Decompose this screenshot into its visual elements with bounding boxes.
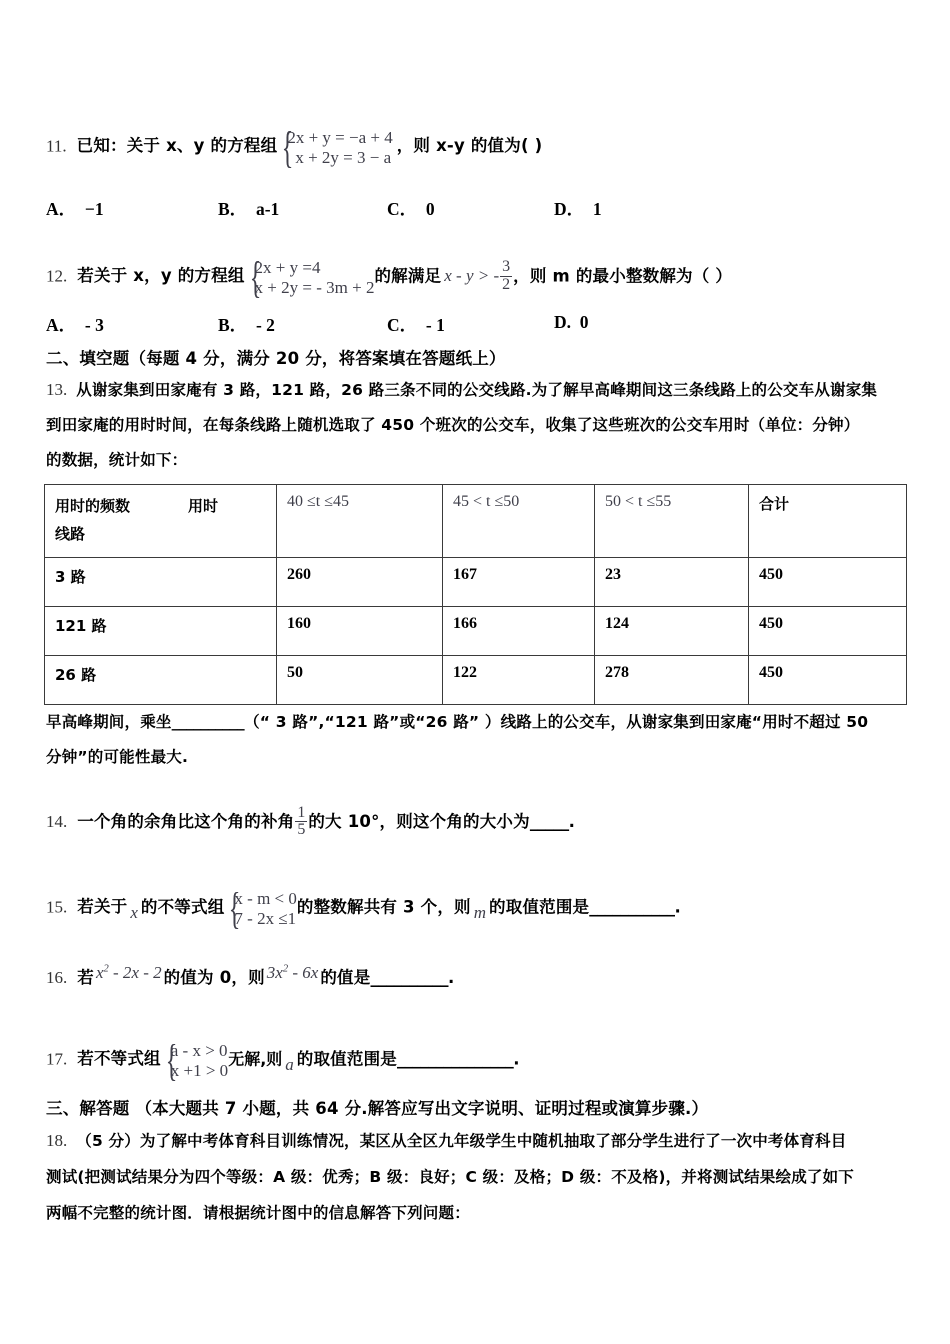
frequency-table (44, 484, 907, 705)
brace-icon: { (229, 883, 241, 933)
question-14-number: 14. (46, 812, 68, 832)
question-12-equation-line-1: 2x + y =4 (254, 258, 321, 277)
table-cell: 124 (595, 606, 749, 655)
question-17-number: 17. (46, 1049, 68, 1069)
question-13-paragraph-line-3: 的数据，统计如下： (46, 451, 188, 469)
question-12-fraction: $\frac{3}{2}$ (502, 258, 511, 293)
question-11-stem-after: ，则 x-y 的值为( ) (396, 136, 543, 156)
question-13-paragraph-line-2: 到田家庵的用时时间，在每条线路上随机选取了 450 个班次的公交车，收集了这些班次的公交车用时（单位：分钟） (46, 416, 860, 434)
question-13-after-line-2: 分钟”的可能性最大. (46, 748, 189, 766)
question-13-after-text-b: （“ 3 路”,“121 路”或“26 路” ）线路上的公交车，从谢家集到田家庵“用时不超过 50 (244, 713, 869, 731)
brace-icon: { (249, 252, 261, 302)
question-12-stem-before: 若关于 x，y 的方程组 (77, 266, 245, 286)
question-15-variable-m: m (473, 903, 487, 923)
question-13-stem (46, 378, 926, 400)
table-row (45, 557, 907, 606)
table-cell: 278 (595, 655, 749, 704)
table-row-label-2: 121 路 (45, 606, 277, 655)
question-15-variable-x: x (130, 903, 138, 923)
question-13-paragraph-line-1: 从谢家集到田家庵有 3 路，121 路，26 路三条不同的公交线路.为了解早高峰期间这三条线路上的公交车从谢家集 (76, 381, 878, 399)
question-17-blank: _______________ (396, 1049, 514, 1069)
table-column-header-3: 50 < t ≤55 (595, 485, 749, 558)
table-cell: 122 (443, 655, 595, 704)
question-16-text-a: 若 (77, 968, 94, 988)
question-12-inequality-left: x - y > - (444, 266, 500, 286)
brace-icon: { (282, 122, 294, 172)
brace-icon: { (165, 1035, 178, 1085)
question-17-text-b: 无解,则 (228, 1049, 283, 1069)
section-2-heading: 二、填空题（每题 4 分，满分 20 分，将答案填在答题纸上） (46, 349, 506, 368)
question-11-equation-line-2: x + 2y = 3 − a (295, 148, 392, 167)
question-17-text-d: . (513, 1049, 520, 1069)
question-16-stem (46, 963, 454, 988)
question-17-stem (46, 1035, 520, 1085)
question-18-line-2: 测试(把测试结果分为四个等级：A 级：优秀；B 级：良好；C 级：及格；D 级：不及格)，并将测试结果绘成了如下 (46, 1168, 855, 1186)
question-14-text-a: 一个角的余角比这个角的补角 (77, 812, 295, 832)
question-18-line-3: 两幅不完整的统计图．请根据统计图中的信息解答下列问题： (46, 1204, 470, 1222)
question-16-expression-2: $3x^2 - 6x$ (266, 963, 319, 982)
option-12-A[interactable]: A． - 3 (46, 315, 104, 335)
question-12-equation-line-2: x + 2y = - 3m + 2 (254, 278, 375, 297)
question-15-stem (46, 883, 681, 933)
option-11-B[interactable]: B． a-1 (218, 199, 280, 219)
question-12-number: 12. (46, 266, 68, 286)
table-corner-cell (45, 485, 277, 558)
question-16-text-b: 的值为 0，则 (163, 968, 265, 988)
corner-label-top2: 用时 (188, 497, 219, 515)
question-17-text-c: 的取值范围是 (296, 1049, 397, 1069)
option-11-C[interactable]: C． 0 (387, 199, 435, 219)
question-11-stem (46, 122, 543, 172)
question-16-blank: __________ (370, 968, 448, 988)
question-16-text-d: . (447, 968, 455, 988)
table-cell: 450 (749, 655, 907, 704)
question-18-stem (46, 1129, 926, 1151)
question-16-text-c: 的值是 (320, 968, 371, 988)
question-12-stem-after: ，则 m 的最小整数解为（ ） (513, 266, 733, 286)
question-15-inequality-line-2: 7 - 2x ≤1 (234, 909, 297, 928)
table-row (45, 655, 907, 704)
question-14-blank: _____ (529, 812, 569, 832)
table-cell: 23 (595, 557, 749, 606)
option-11-D[interactable]: D． 1 (554, 199, 602, 219)
question-11-number: 11. (46, 136, 67, 156)
question-15-text-b: 的不等式组 (140, 897, 225, 917)
question-14-text-b: 的大 10°，则这个角的大小为 (308, 812, 530, 832)
question-11-stem-before: 已知：关于 x、y 的方程组 (76, 136, 278, 156)
option-12-B[interactable]: B． - 2 (218, 315, 275, 335)
question-15-text-a: 若关于 (77, 897, 128, 917)
question-16-expression-1: $x^2 - 2x - 2$ (95, 963, 162, 982)
question-18-line-1: （5 分）为了解中考体育科目训练情况，某区从全区九年级学生中随机抽取了部分学生进行了一次中考体育科目 (76, 1132, 847, 1150)
question-12-equation-system (245, 252, 375, 302)
question-17-variable-a: a (285, 1055, 294, 1075)
option-12-C[interactable]: C． - 1 (387, 315, 445, 335)
table-cell: 166 (443, 606, 595, 655)
question-17-inequality-line-2: x +1 > 0 (170, 1061, 229, 1080)
table-column-header-2: 45 < t ≤50 (443, 485, 595, 558)
question-12-mid-text: 的解满足 (374, 266, 442, 286)
section-3-heading: 三、解答题 （本大题共 7 小题，共 64 分.解答应写出文字说明、证明过程或演算步骤.） (46, 1099, 709, 1118)
question-15-text-e: . (674, 897, 681, 917)
table-header-row (45, 485, 907, 558)
question-18-number: 18. (46, 1131, 68, 1150)
question-17-inequality-system (161, 1035, 229, 1085)
table-cell: 167 (443, 557, 595, 606)
table-row (45, 606, 907, 655)
question-13-after-line-1 (46, 710, 926, 732)
table-cell: 50 (277, 655, 443, 704)
question-15-blank: ___________ (589, 897, 675, 917)
question-15-inequality-system (224, 883, 297, 933)
table-cell: 160 (277, 606, 443, 655)
table-cell: 450 (749, 557, 907, 606)
table-cell: 450 (749, 606, 907, 655)
option-11-A[interactable]: A． −1 (46, 199, 104, 219)
table-column-header-total: 合计 (749, 485, 907, 558)
option-12-D[interactable]: D. 0 (554, 312, 589, 332)
table-row-label-3: 26 路 (45, 655, 277, 704)
question-11-equation-system (277, 122, 393, 172)
question-17-inequality-line-1: a - x > 0 (170, 1041, 228, 1060)
question-13-number: 13. (46, 380, 68, 399)
table-row-label-1: 3 路 (45, 557, 277, 606)
question-14-text-c: . (568, 812, 576, 832)
question-14-fraction: $\frac{1}{5}$ (297, 804, 306, 839)
question-15-inequality-line-1: x - m < 0 (234, 889, 297, 908)
question-12-stem (46, 252, 733, 302)
table-cell: 260 (277, 557, 443, 606)
question-11-equation-line-1: 2x + y = −a + 4 (287, 128, 393, 147)
corner-label-top: 用时的频数 (55, 497, 131, 515)
question-15-number: 15. (46, 897, 68, 917)
question-16-number: 16. (46, 968, 68, 988)
question-13-after-text-a: 早高峰期间，乘坐 (46, 713, 172, 731)
table-column-header-1: 40 ≤t ≤45 (277, 485, 443, 558)
question-13-blank: __________ (171, 713, 245, 731)
question-14-stem (46, 805, 575, 839)
question-17-text-a: 若不等式组 (77, 1049, 161, 1069)
corner-label-bottom: 线路 (55, 524, 86, 543)
question-15-text-c: 的整数解共有 3 个，则 (296, 897, 471, 917)
question-15-text-d: 的取值范围是 (489, 897, 590, 917)
